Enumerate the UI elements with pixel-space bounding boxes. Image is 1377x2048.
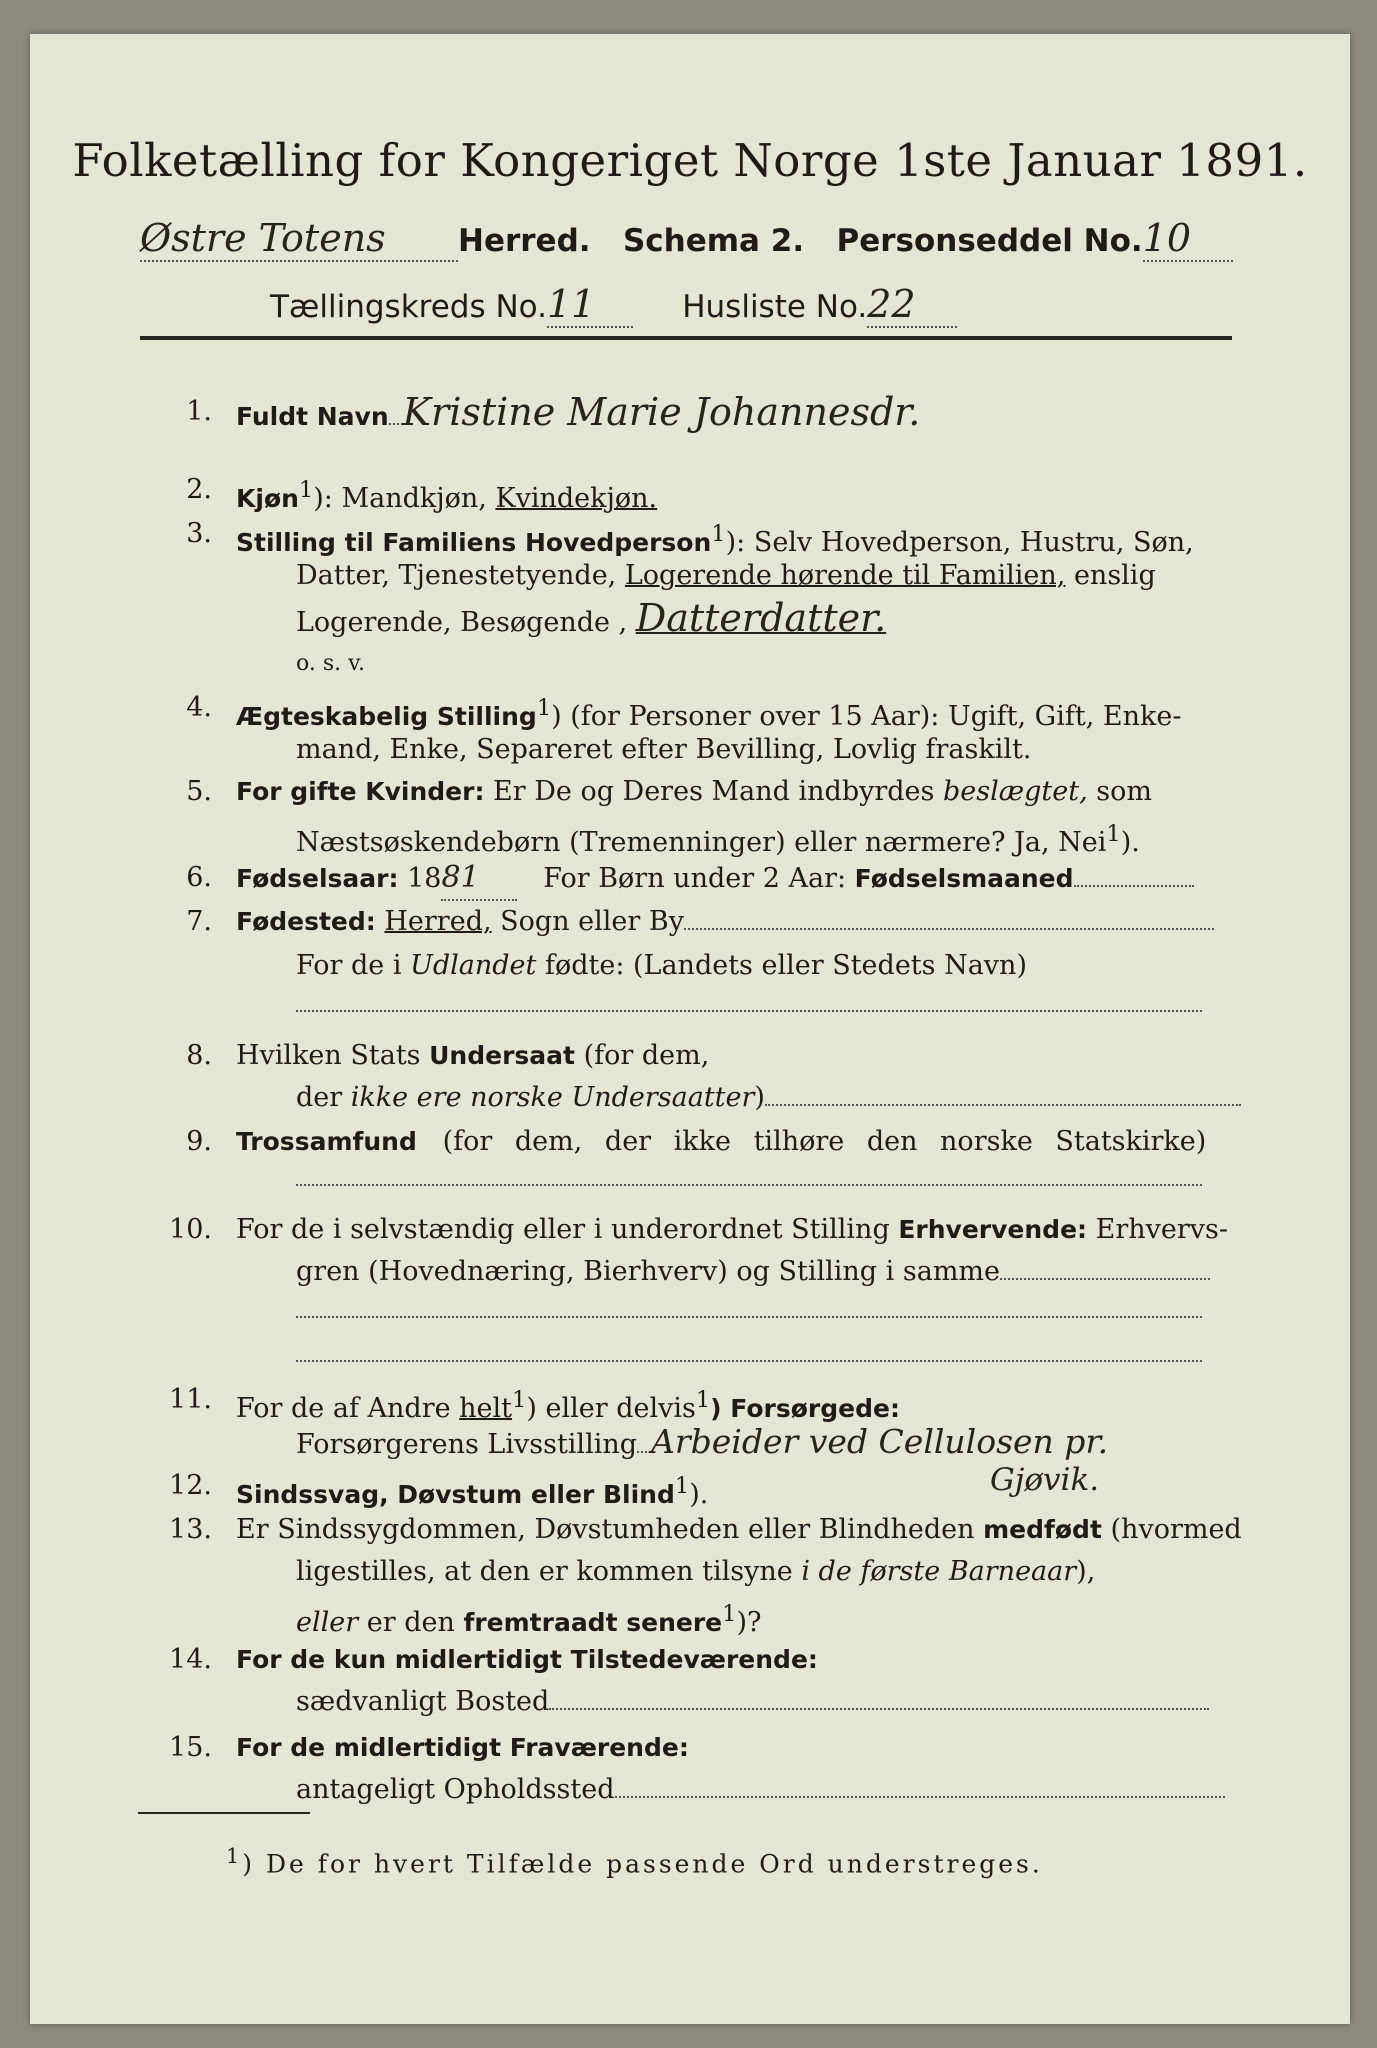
item-text: For de af Andre	[236, 1393, 451, 1424]
form-title: Folketælling for Kongeriget Norge 1ste Januar 1891.	[72, 134, 1308, 187]
footnote	[226, 1844, 1043, 1878]
item-number: 4.	[186, 692, 212, 723]
item-text: ): Selv Hovedperson, Hustru, Søn,	[725, 527, 1194, 558]
kreds-number: 11	[546, 282, 596, 326]
footnote-text: ) De for hvert Tilfælde passende Ord understreges.	[242, 1849, 1043, 1879]
item-text: )?	[736, 1607, 762, 1638]
birth-year-prefix: 18	[407, 863, 442, 894]
personseddel-label: Personseddel No.	[836, 223, 1143, 259]
birthplace-selected-choice: Herred,	[384, 906, 492, 937]
item-text: mand, Enke, Separeret efter Bevilling, Lovlig fraskilt.	[296, 734, 1032, 765]
provider-occupation-answer-cont: Gjøvik.	[990, 1462, 1100, 1498]
item-text: er den	[366, 1607, 455, 1638]
item-text: sædvanligt Bosted	[296, 1686, 550, 1717]
item-label: Stilling til Familiens Hovedperson	[236, 528, 712, 557]
provider-occupation-answer: Arbeider ved Cellulosen pr.	[651, 1422, 1109, 1461]
item-text: i de første Barneaar	[801, 1556, 1077, 1587]
item-text: antageligt Opholdssted	[296, 1774, 615, 1805]
item-text: For de i selvstændig eller i underordnet Stilling	[236, 1214, 890, 1245]
item-number: 1.	[186, 396, 212, 427]
blank-answer-line	[296, 1184, 1202, 1186]
item-label: Trossamfund	[236, 1127, 417, 1156]
item-text: ).	[1120, 827, 1140, 858]
item-text: ),	[1076, 1556, 1096, 1587]
herred-handwritten: Østre Totens	[140, 216, 386, 260]
item-label: ) Forsørgede:	[710, 1394, 900, 1423]
item-label: Fødselsmaaned	[854, 864, 1074, 893]
item-text: beslægtet,	[942, 776, 1088, 807]
footnote-mark: 1	[226, 1844, 243, 1868]
form-header-line	[140, 216, 1230, 262]
relation-selected-choice: Logerende hørende til Familien,	[624, 560, 1066, 591]
item-text: Sogn eller By	[500, 906, 684, 937]
blank-answer-line	[296, 1316, 1202, 1318]
item-text: (for dem, der ikke tilhøre den norske Statskirke)	[442, 1126, 1207, 1157]
footnote-mark: 1	[1106, 821, 1121, 847]
item-text: ) (for Personer over 15 Aar): Ugift, Gift, Enke-	[551, 701, 1182, 732]
item-text: Datter, Tjenestetyende,	[296, 560, 617, 591]
item-text: Er Sindssygdommen, Døvstumheden eller Blindheden	[236, 1514, 975, 1545]
item-number: 3.	[186, 518, 212, 549]
item-text: Er De og Deres Mand indbyrdes	[493, 776, 935, 807]
footnote-mark: 1	[298, 477, 314, 503]
item-label: Fødselsaar:	[236, 864, 399, 893]
item-text: o. s. v.	[296, 651, 365, 676]
item-text: der	[296, 1082, 343, 1113]
item-number: 2.	[186, 474, 212, 505]
husliste-number: 22	[867, 282, 916, 326]
footnote-mark: 1	[512, 1387, 527, 1413]
item-number: 6.	[186, 862, 212, 893]
item-label: Kjøn	[236, 484, 299, 513]
kreds-label: Tællingskreds No.	[270, 289, 547, 325]
item-label: Fuldt Navn	[236, 402, 389, 431]
kreds-line	[270, 282, 957, 328]
husliste-label: Husliste No.	[682, 289, 868, 325]
item-text: For Børn under 2 Aar:	[543, 863, 847, 894]
item-text: ).	[689, 1479, 709, 1510]
item-text: Forsørgerens Livsstilling	[296, 1429, 638, 1460]
item-text: ligestilles, at den er kommen tilsyne	[296, 1556, 793, 1587]
personseddel-number: 10	[1142, 216, 1192, 260]
birth-year-answer: 81	[441, 860, 480, 895]
item-text: enslig	[1073, 560, 1156, 591]
item-label: Fødested:	[236, 907, 376, 936]
full-name-answer: Kristine Marie Johannesdr.	[402, 390, 921, 434]
item-text: ikke ere norske Undersaatter	[350, 1082, 755, 1113]
item-label: Erhvervende:	[898, 1215, 1088, 1244]
item-number: 13.	[169, 1514, 212, 1545]
item-number: 7.	[186, 906, 212, 937]
item-text: ): Mandkjøn,	[313, 483, 487, 514]
item-number: 14.	[169, 1644, 212, 1675]
item-text: gren (Hovednæring, Bierhverv) og Stilling i samme	[296, 1256, 1001, 1287]
item-number: 8.	[186, 1040, 212, 1071]
item-label: For gifte Kvinder:	[236, 777, 485, 806]
item-text: (for dem,	[583, 1040, 710, 1071]
item-text: Hvilken Stats	[236, 1040, 421, 1071]
item-text: eller	[296, 1607, 359, 1638]
item-number: 12.	[169, 1470, 212, 1501]
relation-answer: Datterdatter.	[635, 596, 887, 640]
footnote-mark: 1	[536, 695, 552, 721]
header-rule	[140, 336, 1232, 340]
item-number: 10.	[169, 1214, 212, 1245]
item-text: ) eller delvis	[526, 1393, 696, 1424]
sex-selected-choice: Kvindekjøn.	[495, 483, 658, 514]
item-number: 15.	[169, 1732, 212, 1763]
item-label: For de kun midlertidigt Tilstedeværende:	[236, 1645, 818, 1674]
schema-label: Schema 2.	[622, 223, 805, 259]
blank-answer-line	[296, 1360, 1202, 1362]
item-label: medfødt	[983, 1515, 1102, 1544]
blank-answer-line	[296, 1010, 1202, 1012]
footnote-mark: 1	[695, 1387, 711, 1413]
item-number: 11.	[169, 1384, 212, 1415]
item-number: 5.	[186, 776, 212, 807]
item-text: Udlandet	[410, 950, 537, 981]
item-text: Logerende, Besøgende ,	[296, 607, 628, 638]
item-text: Erhvervs-	[1095, 1214, 1229, 1245]
item-number: 9.	[186, 1126, 212, 1157]
item-label: Undersaat	[429, 1041, 575, 1070]
footnote-mark: 1	[711, 521, 726, 547]
item-label: For de midlertidigt Fraværende:	[236, 1733, 689, 1762]
census-form-page: Folketælling for Kongeriget Norge 1ste Januar 1891. Østre Totens Herred. Schema 2. Personseddel No.10 Tællingskreds No.11 Husliste No.22 1. Fuldt Navn Kristine Marie Johannesdr. 2. Kjøn$^1$): Mandkjøn, Kvindekjøn. 3. Stilling til Familiens Hovedperson$^1$): Selv Hovedperson, Hustru, Søn, Datter, Tjenestetyende, Logerende hørende til Familien, enslig Logerende, Besøgende , Datterdatter. o. s. v. 4. Ægteskabelig Stilling$^1$) (for Personer over 15 Aar): Ugift, Gift, Enke- mand, Enke, Separeret efter Bevilling, Lovlig fraskilt. 5. For gifte Kvinder: Er De og Deres Mand indbyrdes beslægtet, som Næstsøskendebørn (Tremenninger) eller nærmere? Ja, Nei$^1$). 6. Fødselsaar: 1881 For Børn under 2 Aar: Fødselsmaaned 7. Fødested: Herred, Sogn eller By For de i Udlandet fødte: (Landets eller Stedets Navn) 8. Hvilken Stats Undersaat (for dem, der ikke ere norske Undersaatter) 9. Trossamfund (for dem, der ikke tilhøre den norske Statskirke) 10. For de i selvstændig eller i underordnet Stilling Erhvervende: Erhvervs- gren (Hovednæring, Bierhverv) og Stilling i samme 11. For de af Andre helt$^1$) eller delvis$^1$) Forsørgede: Forsørgerens Livsstilling Arbeider ved Cellulosen pr. Gjøvik. 12. Sindssvag, Døvstum eller Blind$^1$). 13. Er Sindssygdommen, Døvstumheden eller Blindheden medfødt (hvormed ligestilles, at den er kommen tilsyne i de første Barneaar), eller er den fremtraadt senere$^1$)? 14. For de kun midlertidigt Tilstedeværende: sædvanligt Bosted 15. For de midlertidigt Fraværende: antageligt Opholdssted $^1$) De for hvert Tilfælde passende Ord understreges.	[30, 34, 1350, 2024]
item-11-answer-cont	[990, 1460, 1230, 1502]
item-label: Ægteskabelig Stilling	[236, 702, 537, 731]
footnote-rule	[138, 1812, 310, 1814]
item-text: Næstsøskendebørn (Tremenninger) eller nærmere? Ja, Nei	[296, 827, 1107, 858]
herred-label: Herred.	[458, 223, 591, 259]
item-label: Sindssvag, Døvstum eller Blind	[236, 1480, 675, 1509]
item-text: (hvormed	[1110, 1514, 1242, 1545]
item-text: fødte: (Landets eller Stedets Navn)	[544, 950, 1027, 981]
item-label: fremtraadt senere	[463, 1608, 723, 1637]
item-text: som	[1096, 776, 1152, 807]
item-text: For de i	[296, 950, 402, 981]
support-selected-choice: helt	[459, 1393, 513, 1424]
